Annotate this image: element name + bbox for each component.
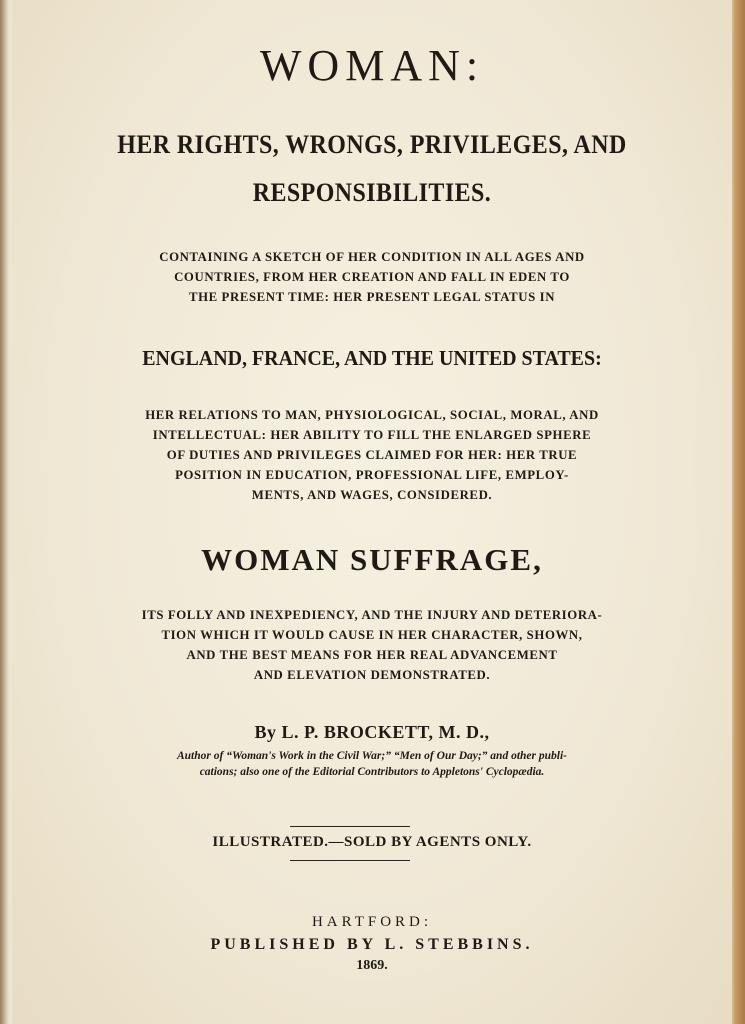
description-3-line: AND THE BEST MEANS FOR HER REAL ADVANCEMENT (186, 648, 558, 662)
description-1-line: THE PRESENT TIME: HER PRESENT LEGAL STATUS IN (188, 290, 556, 304)
description-1-line: COUNTRIES, FROM HER CREATION AND FALL IN EDEN TO (174, 270, 570, 284)
description-1-line: CONTAINING A SKETCH OF HER CONDITION IN ALL AGES AND (159, 250, 585, 264)
description-2-line: OF DUTIES AND PRIVILEGES CLAIMED FOR HER: HER TRUE (166, 448, 578, 462)
description-2-line: POSITION IN EDUCATION, PROFESSIONAL LIFE, EMPLOY- (175, 468, 569, 482)
description-2-line: HER RELATIONS TO MAN, PHYSIOLOGICAL, SOCIAL, MORAL, AND (145, 408, 599, 422)
author-line: By L. P. BROCKETT, M. D., (254, 722, 490, 742)
main-title: WOMAN: (259, 41, 485, 90)
description-3-line: TION WHICH IT WOULD CAUSE IN HER CHARACTER, SHOWN, (161, 628, 583, 642)
description-3-line: AND ELEVATION DEMONSTRATED. (253, 668, 491, 682)
title-page (12, 0, 732, 1024)
subtitle-line-2: RESPONSIBILITIES. (252, 178, 492, 207)
rule-top (290, 826, 410, 827)
countries-heading: ENGLAND, FRANCE, AND THE UNITED STATES: (142, 346, 602, 370)
author-note-line: Author of “Woman's Work in the Civil War;” “Men of Our Day;” and other publi- (176, 750, 567, 762)
description-3-line: ITS FOLLY AND INEXPEDIENCY, AND THE INJURY AND DETERIORA- (141, 608, 603, 622)
imprint-publisher: PUBLISHED BY L. STEBBINS. (210, 936, 534, 953)
description-2-line: MENTS, AND WAGES, CONSIDERED. (251, 488, 493, 502)
subtitle-line-1: HER RIGHTS, WRONGS, PRIVILEGES, AND (117, 130, 627, 159)
rule-bottom (290, 860, 410, 861)
imprint-year: 1869. (356, 958, 388, 973)
imprint-city: HARTFORD: (311, 914, 433, 930)
author-note-line: cations; also one of the Editorial Contributors to Appletons' Cyclopædia. (199, 766, 545, 778)
description-2-line: INTELLECTUAL: HER ABILITY TO FILL THE ENLARGED SPHERE (152, 428, 592, 442)
illustrated-line: ILLUSTRATED.—SOLD BY AGENTS ONLY. (212, 834, 532, 850)
suffrage-heading: WOMAN SUFFRAGE, (201, 542, 543, 577)
